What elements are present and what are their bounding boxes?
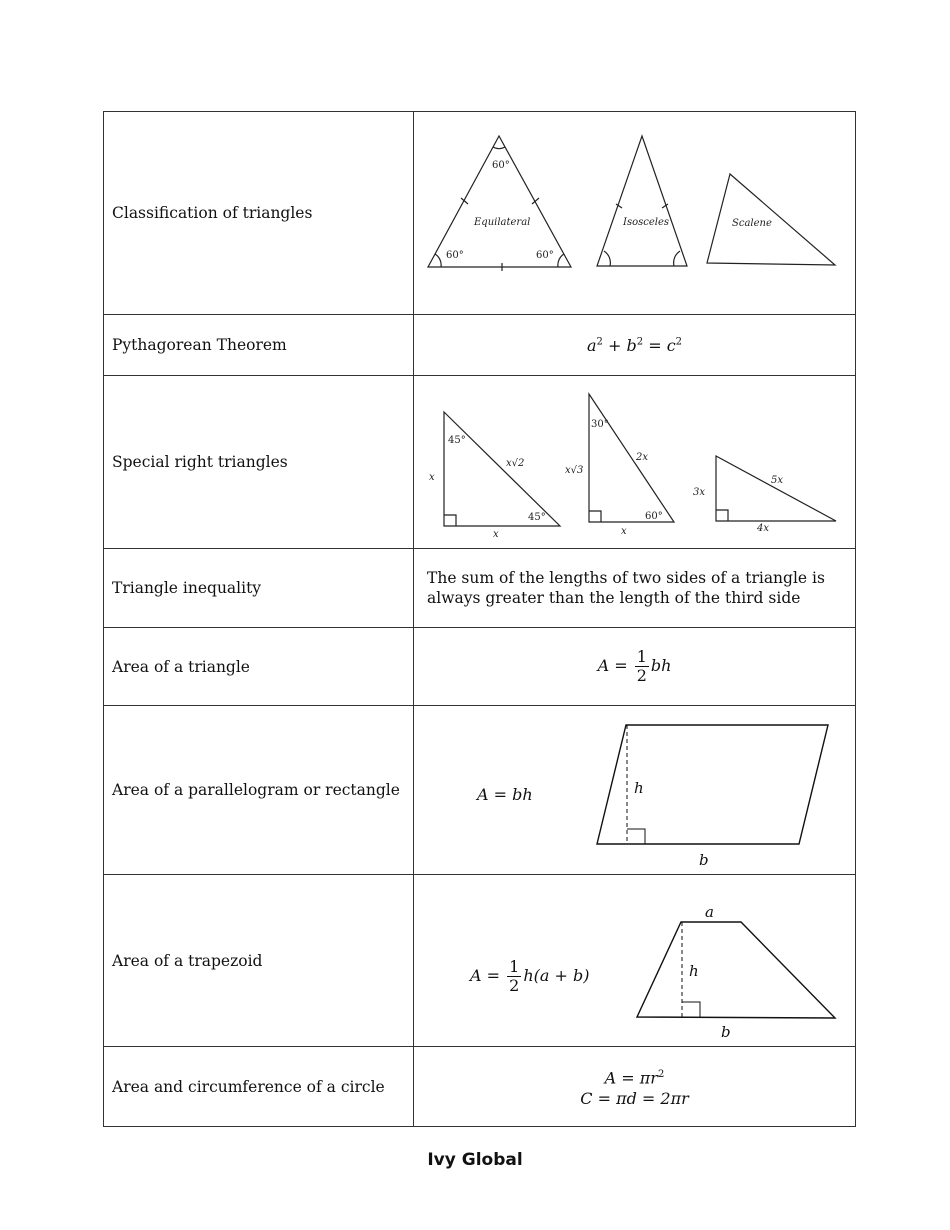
denominator: 2 [509,976,520,995]
numerator: 1 [636,647,647,666]
bottom-base-label: b [721,1023,731,1041]
row-parallelogram-area [104,706,856,875]
var-a: a [586,335,597,355]
formula-rhs: h(a + b) [523,966,590,985]
row-triangle-inequality [104,549,856,628]
trapezoid-cell [414,875,856,1047]
row-label: Area of a parallelogram or rectangle [104,706,414,875]
exponent: 2 [657,1068,665,1080]
triangle-45-45-90 [444,412,560,526]
formula-rhs: bh [650,656,672,675]
numerator: 1 [509,957,520,976]
isosceles-triangle [597,136,687,266]
row-label: Area of a trapezoid [104,875,414,1047]
height-label: h [689,962,699,980]
row-circle [104,1047,856,1127]
leg-label: x [429,472,435,483]
leg-label: x√3 [565,465,584,476]
denominator: 2 [636,666,647,685]
trapezoid-formula [470,958,589,995]
row-trapezoid-area [104,875,856,1047]
var-b: b [626,335,637,355]
leg-label: 3x [693,487,706,498]
angle-label: 60° [645,511,663,522]
triangle-3-4-5 [716,456,836,521]
var-c: c [666,335,676,355]
exponent: 2 [596,336,603,348]
triangle-classification-figure [414,112,855,310]
row-classification [104,112,856,315]
leg-label: 4x [757,523,770,534]
classification-figure-cell [414,112,856,315]
formula-reference-table [103,111,856,1127]
special-triangles-figure-cell [414,376,856,549]
footer-brand: Ivy Global [427,1150,523,1170]
top-base-label: a [705,903,714,921]
height-label: h [634,779,644,797]
equilateral-triangle [428,136,571,267]
exponent: 2 [636,336,644,348]
row-label: Pythagorean Theorem [104,315,414,376]
row-label: Special right triangles [104,376,414,549]
angle-label: 45° [448,435,466,446]
angle-label: 30° [591,419,609,430]
exponent: 2 [675,336,683,348]
triangle-area-formula [414,628,856,706]
hypotenuse-label: 5x [771,475,784,486]
circle-formulas [414,1047,856,1127]
parallelogram-cell [414,706,856,875]
formula-lhs: A = [470,966,501,985]
parallelogram-figure [414,706,855,870]
angle-label: 60° [536,250,554,261]
fraction [507,958,521,995]
angle-label: 60° [446,250,464,261]
fraction [635,648,649,685]
hypotenuse-label: x√2 [506,458,525,469]
row-label: Classification of triangles [104,112,414,315]
angle-label: 45° [528,512,546,523]
angle-label: 60° [492,160,510,171]
pythagorean-formula: $a^2 + b^2 = c^2$ [414,315,856,376]
row-label: Area and circumference of a circle [104,1047,414,1127]
scalene-label: Scalene [732,218,772,229]
triangle-30-60-90 [589,394,674,522]
parallelogram-formula: A = bh [477,785,533,804]
equilateral-label: Equilateral [474,217,531,228]
special-right-triangles-figure [414,376,855,544]
leg-label: x [493,529,499,540]
circle-area-formula: $A = \pi r^2$ [604,1068,665,1088]
formula-lhs: A = [597,656,628,675]
row-pythagorean [104,315,856,376]
row-label: Triangle inequality [104,549,414,628]
hypotenuse-label: 2x [636,452,649,463]
parallelogram-shape [597,725,828,844]
leg-label: x [621,526,627,537]
inequality-text: The sum of the lengths of two sides of a triangle is always greater than the length of the third side [414,549,856,628]
trapezoid-shape [637,922,835,1018]
isosceles-label: Isosceles [623,217,670,228]
row-triangle-area [104,628,856,706]
circle-circumference-formula: C = πd = 2πr [580,1089,689,1109]
row-label: Area of a triangle [104,628,414,706]
base-label: b [699,851,709,869]
row-special-right-triangles [104,376,856,549]
